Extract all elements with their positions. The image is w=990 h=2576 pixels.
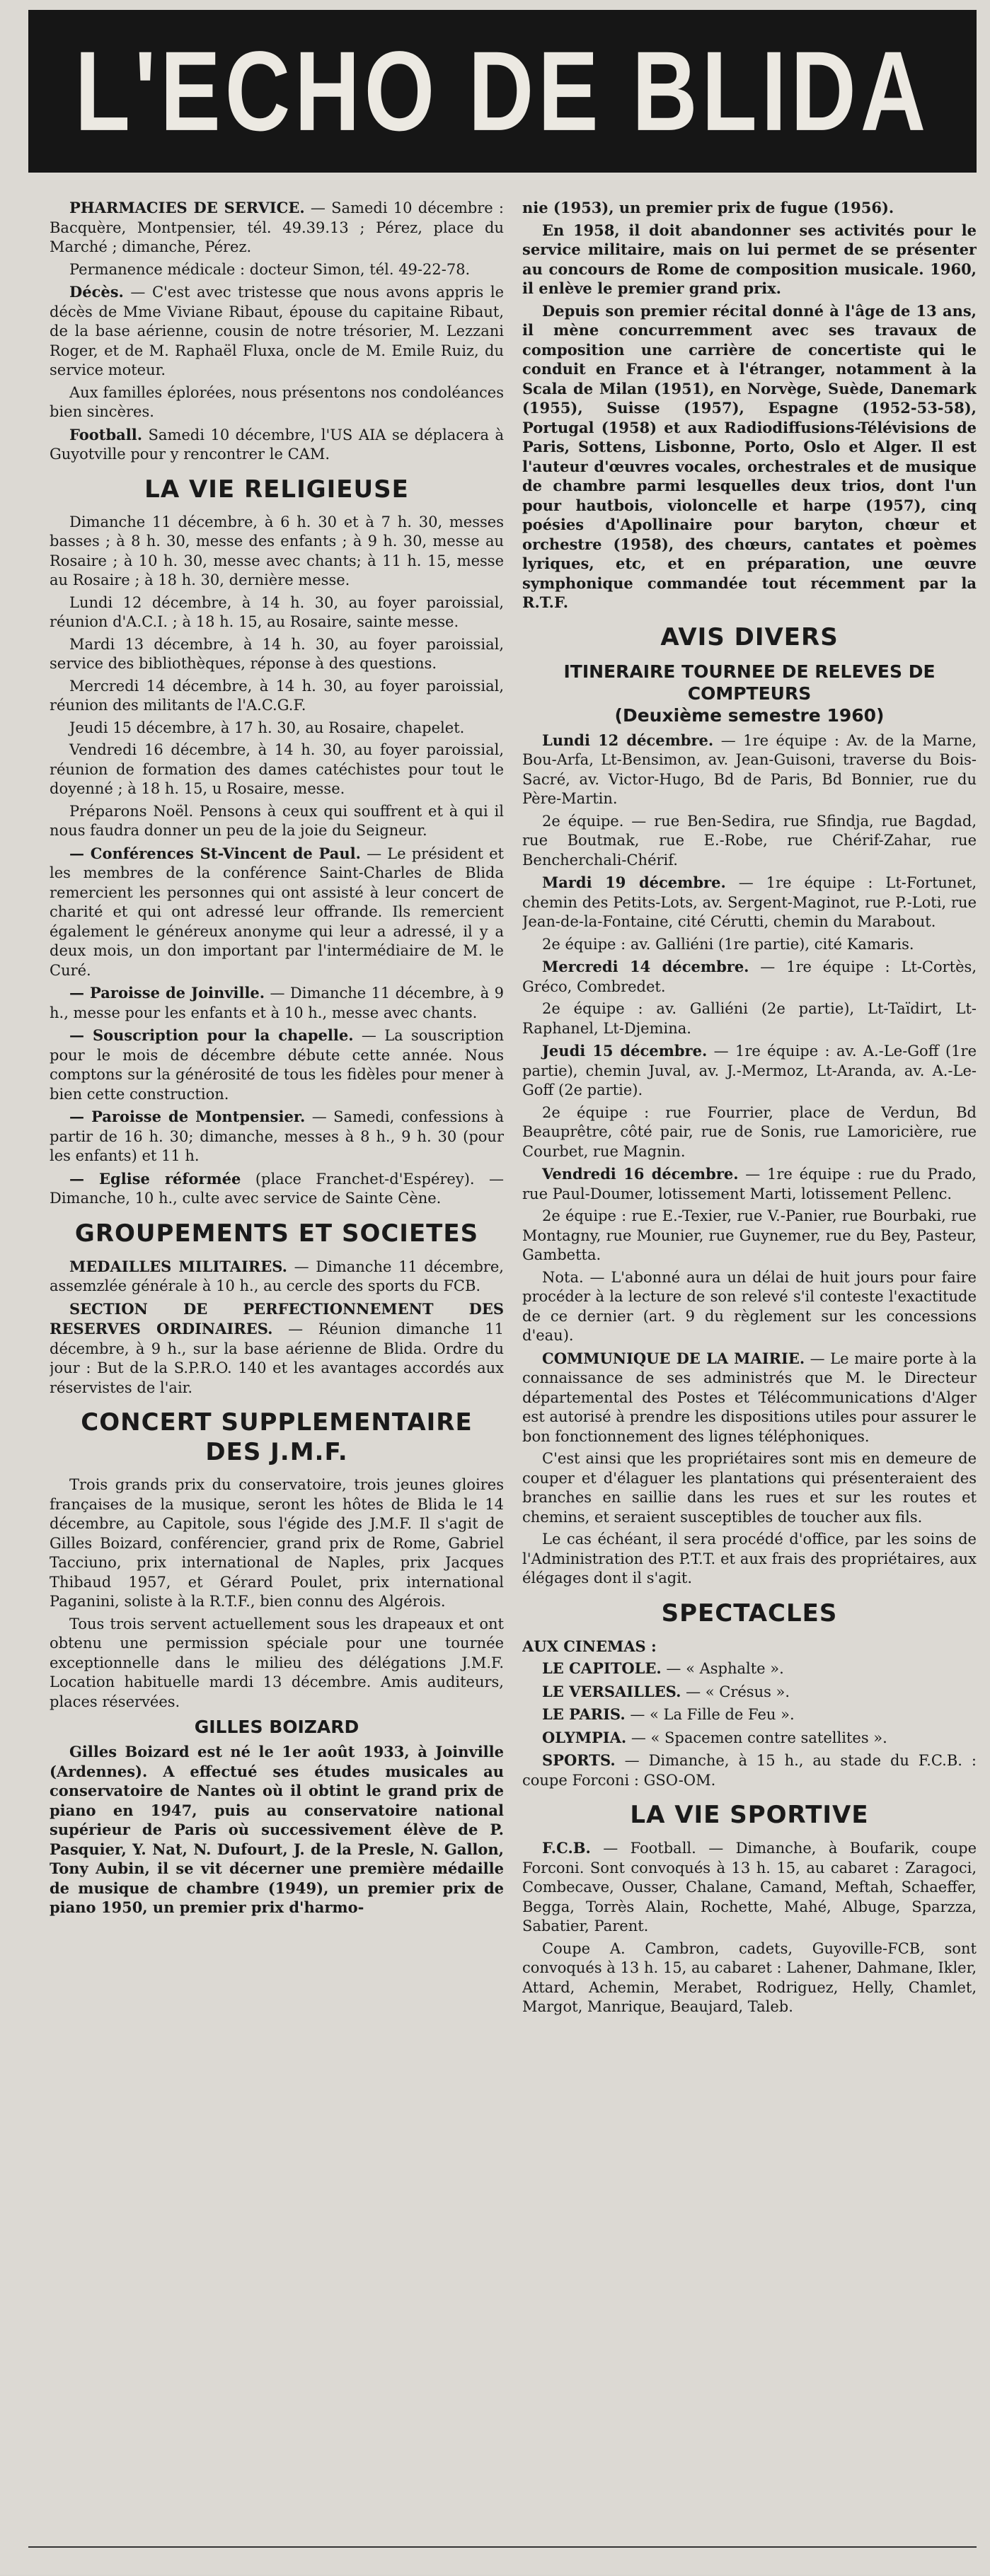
permanence-paragraph: Permanence médicale : docteur Simon, tél. 49-22-78. <box>69 260 471 278</box>
boizard-continued: nie (1953), un premier prix de fugue (1956). <box>522 199 894 216</box>
cinema-paris <box>522 1705 977 1725</box>
boizard-p1: Gilles Boizard est né le 1er août 1933, à Joinville (Ardennes). A effectué ses études musicales au conservatoire de Nantes où il obtint le grand prix de piano en 1947, puis au conservatoire national supérieur de Paris où successivement élève de P. Pasquier, Y. Nat, N. Dufourt, J. de la Presle, N. Gallon, Tony Aubin, il se vit décerner une première médaille de musique de chambre (1949), un premier prix de piano 1950, un premier prix d'harmo- <box>50 1743 504 1916</box>
football-title: Football. <box>69 425 143 443</box>
religieuse-p4: Mercredi 14 décembre, à 14 h. 30, au foyer paroissial, réunion des militants de l'A.C.G.F. <box>50 677 504 714</box>
joinville-paragraph <box>50 983 504 1023</box>
itineraire-heading: ITINERAIRE TOURNEE DE RELEVES DE COMPTEURS <box>563 661 936 704</box>
mercredi-paragraph <box>522 957 977 997</box>
conferences-paragraph <box>50 844 504 981</box>
joinville-title: — Paroisse de Joinville. <box>69 984 265 1002</box>
jeudi-text: — 1re équipe : av. A.-Le-Goff (1re partie), chemin Juval, av. J.-Mermoz, Lt-Aranda, av. A.-Le-Goff (2e partie). <box>522 1043 977 1098</box>
article-columns <box>50 198 977 2553</box>
boizard-heading: GILLES BOIZARD <box>194 1717 359 1737</box>
concert-heading-2: DES J.M.F. <box>205 1438 348 1466</box>
jeudi-equipe-2: 2e équipe : rue Fourrier, place de Verdun, Bd Beauprêtre, côté pair, rue de Sonis, rue Lamoricière, rue Courbet, rue Magnin. <box>522 1103 977 1160</box>
fcb-title: F.C.B. <box>542 1839 591 1857</box>
cinema-olympia-name: OLYMPIA. <box>542 1728 627 1746</box>
souscription-title: — Souscription pour la chapelle. <box>69 1026 354 1044</box>
vendredi-title: Vendredi 16 décembre. <box>542 1165 739 1183</box>
mairie-text: — Le maire porte à la connaissance de ses administrés que M. le Directeur départemental des Postes et Télécommunications d'Alger est autorisé à prendre les dispositions utiles pour assurer le bon fonctionnement des lignes téléphoniques. <box>522 1350 977 1445</box>
eglise-text: (place Franchet-d'Espérey). — Dimanche, 10 h., culte avec service de Sainte Cène. <box>50 1170 504 1207</box>
deces-text: — C'est avec tristesse que nous avons appris le décès de Mme Viviane Ribaut, épouse du capitaine Ribaut, de la base aérienne, cousin de notre trésorier, M. Lezzani Roger, et de M. Raphaël Fluxa, oncle de M. Emile Ruiz, du service moteur. <box>50 284 504 378</box>
religieuse-p7: Préparons Noël. Pensons à ceux qui souffrent et à qui il nous faudra donner un peu de la joie du Seigneur. <box>50 802 504 839</box>
fcb-text: — Football. — Dimanche, à Boufarik, coupe Forconi. Sont convoqués à 13 h. 15, au cabaret : Zaragoci, Combecave, Ousser, Chalane, Camand, Meftah, Schaeffer, Begga, Torrès Alain, Rochette, Mahé, Albuge, Sparzza, Sabatier, Parent. <box>522 1840 977 1934</box>
mardi-text: — 1re équipe : Lt-Fortunet, chemin des Petits-Lots, av. Sergent-Maginot, rue P.-Loti, rue Jean-de-la-Fontaine, cité Cérutti, chemin du Marabout. <box>522 874 977 930</box>
religieuse-p6: Vendredi 16 décembre, à 14 h. 30, au foyer paroissial, réunion de formation des dames catéchistes pour tout le doyenné ; à 18 h. 15, u Rosaire, messe. <box>50 741 504 797</box>
sports-title: SPORTS. <box>542 1751 616 1769</box>
medailles-paragraph <box>50 1257 504 1296</box>
cinema-olympia-film: — « Spacemen contre satellites ». <box>626 1729 887 1746</box>
masthead <box>28 10 977 173</box>
section-paragraph <box>50 1299 504 1398</box>
vendredi-paragraph <box>522 1164 977 1204</box>
concert-p2: Tous trois servent actuellement sous les drapeaux et ont obtenu une permission spéciale pour une tournée exceptionnelle dans le milieu des délégations J.M.F. Location habituelle mardi 13 décembre. Amis auditeurs, places réservées. <box>50 1615 504 1710</box>
cinemas-title: AUX CINEMAS : <box>522 1637 657 1655</box>
boizard-p2: En 1958, il doit abandonner ses activités pour le service militaire, mais on lui permet de se présenter au concours de Rome de composition musicale. 1960, il enlève le premier grand prix. <box>522 221 977 297</box>
mairie-paragraph <box>522 1349 977 1447</box>
boizard-p3: Depuis son premier récital donné à l'âge de 13 ans, il mène concurremment avec ses travaux de composition une carrière de concertiste qui le conduit en France et à l'étranger, notamment à la Scala de Milan (1951), en Norvège, Suède, Danemark (1955), Suisse (1957), Espagne (1952-53-58), Portugal (1958) et aux Radiodiffusions-Télévisions de Paris, Sottens, Lisbonne, Porto, Oslo et Alger. Il est l'auteur d'œuvres vocales, orchestrales et de musique de chambre parmi lesquelles deux trios, dont l'un pour hautbois, violoncelle et harpe (1957), cinq poésies d'Apollinaire pour baryton, chœur et orchestre (1958), des chœurs, cantates et poèmes lyriques, etc, et en préparation, une œuvre symphonique commandée tout récemment par la R.T.F. <box>522 301 977 611</box>
souscription-text: — La souscription pour le mois de décembre débute cette année. Nous comptons sur la générosité de tous les fidèles pour mener à bien cette construction. <box>50 1027 504 1103</box>
lundi-equipe-2: 2e équipe. — rue Ben-Sedira, rue Sfindja, rue Bagdad, rue Boutmak, rue E.-Robe, rue Chérif-Zahar, rue Bencherchali-Chérif. <box>522 812 977 869</box>
religieuse-p2: Lundi 12 décembre, à 14 h. 30, au foyer paroissial, réunion d'A.C.I. ; à 18 h. 15, au Rosaire, sainte messe. <box>50 593 504 630</box>
montpensier-paragraph <box>50 1107 504 1166</box>
vie-sportive-heading: LA VIE SPORTIVE <box>630 1801 869 1829</box>
football-text: Samedi 10 décembre, l'US AIA se déplacera à Guyotville pour y rencontrer le CAM. <box>50 426 504 463</box>
lundi-paragraph <box>522 731 977 809</box>
medailles-title: MEDAILLES MILITAIRES. <box>69 1257 287 1275</box>
familles-paragraph: Aux familles éplorées, nous présentons nos condoléances bien sincères. <box>50 383 504 420</box>
pharmacies-paragraph <box>50 198 504 257</box>
deces-title: Décès. <box>69 283 124 301</box>
souscription-paragraph <box>50 1026 504 1104</box>
section-title: SECTION DE PERFECTIONNEMENT DES RESERVES ORDINAIRES. <box>50 1299 504 1338</box>
eglise-paragraph <box>50 1169 504 1209</box>
conferences-text: — Le président et les membres de la conférence Saint-Charles de Blida remercient les personnes qui ont assisté à leur concert de charité et qui ont adressé leur offrande. Ils remercient également le généreux anonyme qui leur a adressé, il y a deux mois, un don important par l'intermédiaire de M. le Curé. <box>50 845 504 979</box>
religieuse-p5: Jeudi 15 décembre, à 17 h. 30, au Rosaire, chapelet. <box>69 719 465 736</box>
mercredi-equipe-2: 2e équipe : av. Galliéni (2e partie), Lt-Taïdirt, Lt-Raphanel, Lt-Djemina. <box>522 1000 977 1037</box>
cinema-versailles <box>522 1682 977 1702</box>
concert-p1: Trois grands prix du conservatoire, trois jeunes gloires françaises de la musique, seront les hôtes de Blida le 14 décembre, au Capitole, sous l'égide des J.M.F. Il s'agit de Gilles Boizard, conférencier, grand prix de Rome, Gabriel Tacciuno, prix international de Naples, prix Jacques Thibaud 1957, et Gérard Poulet, prix international Paganini, soliste à la R.T.F., bien connu des Algérois. <box>50 1476 504 1610</box>
concert-heading-1: CONCERT SUPPLEMENTAIRE <box>81 1408 473 1437</box>
mardi-title: Mardi 19 décembre. <box>542 874 726 891</box>
lundi-title: Lundi 12 décembre. <box>542 731 714 749</box>
cinema-paris-name: LE PARIS. <box>542 1705 626 1723</box>
medailles-text: — Dimanche 11 décembre, assemzlée générale à 10 h., au cercle des sports du FCB. <box>50 1258 504 1294</box>
jeudi-title: Jeudi 15 décembre. <box>542 1042 708 1060</box>
left-column <box>50 198 504 2553</box>
mairie-p2: C'est ainsi que les propriétaires sont mis en demeure de couper et d'élaguer les plantations qui présenteraient des branches en saillie dans les rues et sur les routes et chemins, et seraient susceptibles de toucher aux fils. <box>522 1450 977 1526</box>
mercredi-title: Mercredi 14 décembre. <box>542 958 749 975</box>
joinville-text: — Dimanche 11 décembre, à 9 h., messe pour les enfants et à 10 h., messe avec chants. <box>50 985 504 1021</box>
cinema-capitole-name: LE CAPITOLE. <box>542 1659 662 1677</box>
conferences-title: — Conférences St-Vincent de Paul. <box>69 844 361 862</box>
vie-religieuse-heading: LA VIE RELIGIEUSE <box>144 475 409 504</box>
religieuse-p1: Dimanche 11 décembre, à 6 h. 30 et à 7 h. 30, messes basses ; à 8 h. 30, messe des enfants ; à 9 h. 30, messe au Rosaire ; à 10 h. 30, messe avec chants; à 11 h. 15, messe au Rosaire ; à 18 h. 30, dernière messe. <box>50 513 504 588</box>
sports-text: — Dimanche, à 15 h., au stade du F.C.B. : coupe Forconi : GSO-OM. <box>522 1752 977 1789</box>
religieuse-p3: Mardi 13 décembre, à 14 h. 30, au foyer paroissial, service des bibliothèques, réponse à des questions. <box>50 635 504 672</box>
cinema-versailles-film: — « Crésus ». <box>681 1683 790 1700</box>
lundi-text: — 1re équipe : Av. de la Marne, Bou-Arfa, Lt-Bensimon, av. Jean-Guisoni, traverse du Bois-Sacré, av. Victor-Hugo, Bd de Paris, Bd Bonnier, rue du Père-Martin. <box>522 731 977 807</box>
masthead-title: L'ECHO DE BLIDA <box>74 28 931 155</box>
eglise-title: — Eglise réformée <box>69 1169 241 1188</box>
mercredi-text: — 1re équipe : Lt-Cortès, Gréco, Combredet. <box>522 958 977 995</box>
cinema-capitole <box>522 1659 977 1679</box>
mardi-equipe-2: 2e équipe : av. Galliéni (1re partie), cité Kamaris. <box>542 935 914 953</box>
cinema-capitole-film: — « Asphalte ». <box>661 1660 784 1677</box>
right-column <box>522 198 977 2553</box>
cinema-paris-film: — « La Fille de Feu ». <box>625 1706 795 1723</box>
football-paragraph <box>50 425 504 465</box>
spectacles-heading: SPECTACLES <box>661 1599 838 1628</box>
cinema-versailles-name: LE VERSAILLES. <box>542 1682 681 1700</box>
mardi-paragraph <box>522 873 977 932</box>
bottom-rule <box>28 2546 977 2576</box>
groupements-heading: GROUPEMENTS ET SOCIETES <box>74 1219 479 1248</box>
jeudi-paragraph <box>522 1041 977 1101</box>
montpensier-text: — Samedi, confessions à partir de 16 h. 30; dimanche, messes à 8 h., 9 h. 30 (pour les enfants) et 11 h. <box>50 1108 504 1164</box>
nota-paragraph: Nota. — L'abonné aura un délai de huit jours pour faire procéder à la lecture de son relevé s'il conteste l'exactitude de ce dernier (art. 9 du règlement sur les concessions d'eau). <box>522 1268 977 1344</box>
montpensier-title: — Paroisse de Montpensier. <box>69 1108 306 1125</box>
pharmacies-title: PHARMACIES DE SERVICE. <box>69 199 305 216</box>
mairie-p3: Le cas échéant, il sera procédé d'office, par les soins de l'Administration des P.T.T. et aux frais des propriétaires, aux élégages dont il s'agit. <box>522 1531 977 1586</box>
cinema-olympia <box>522 1728 977 1748</box>
pharmacies-text: — Samedi 10 décembre : Bacquère, Montpensier, tél. 49.39.13 ; Pérez, place du Marché ; dimanche, Pérez. <box>50 199 504 255</box>
fcb-paragraph <box>522 1838 977 1937</box>
sports-paragraph <box>522 1751 977 1790</box>
deces-paragraph <box>50 282 504 381</box>
cambron-paragraph: Coupe A. Cambron, cadets, Guyoville-FCB, sont convoqués à 13 h. 15, au cabaret : Lahener, Dahmane, Ikler, Attard, Achemin, Merabet, Rodriguez, Helly, Chamlet, Margot, Manrique, Beaujard, Taleb. <box>522 1939 977 2015</box>
vendredi-equipe-2: 2e équipe : rue E.-Texier, rue V.-Panier, rue Bourbaki, rue Montagny, rue Mounier, rue Guynemer, rue du Bey, Pasteur, Gambetta. <box>522 1207 977 1263</box>
avis-divers-heading: AVIS DIVERS <box>660 622 839 651</box>
section-text: — Réunion dimanche 11 décembre, à 9 h., sur la base aérienne de Blida. Ordre du jour : But de la S.P.R.O. 140 et les avantages accordés aux réservistes de l'air. <box>50 1321 504 1396</box>
semestre-heading: (Deuxième semestre 1960) <box>614 704 885 726</box>
vendredi-text: — 1re équipe : rue du Prado, rue Paul-Doumer, lotissement Marti, lotissement Pellenc. <box>522 1166 977 1202</box>
mairie-title: COMMUNIQUE DE LA MAIRIE. <box>542 1349 805 1367</box>
